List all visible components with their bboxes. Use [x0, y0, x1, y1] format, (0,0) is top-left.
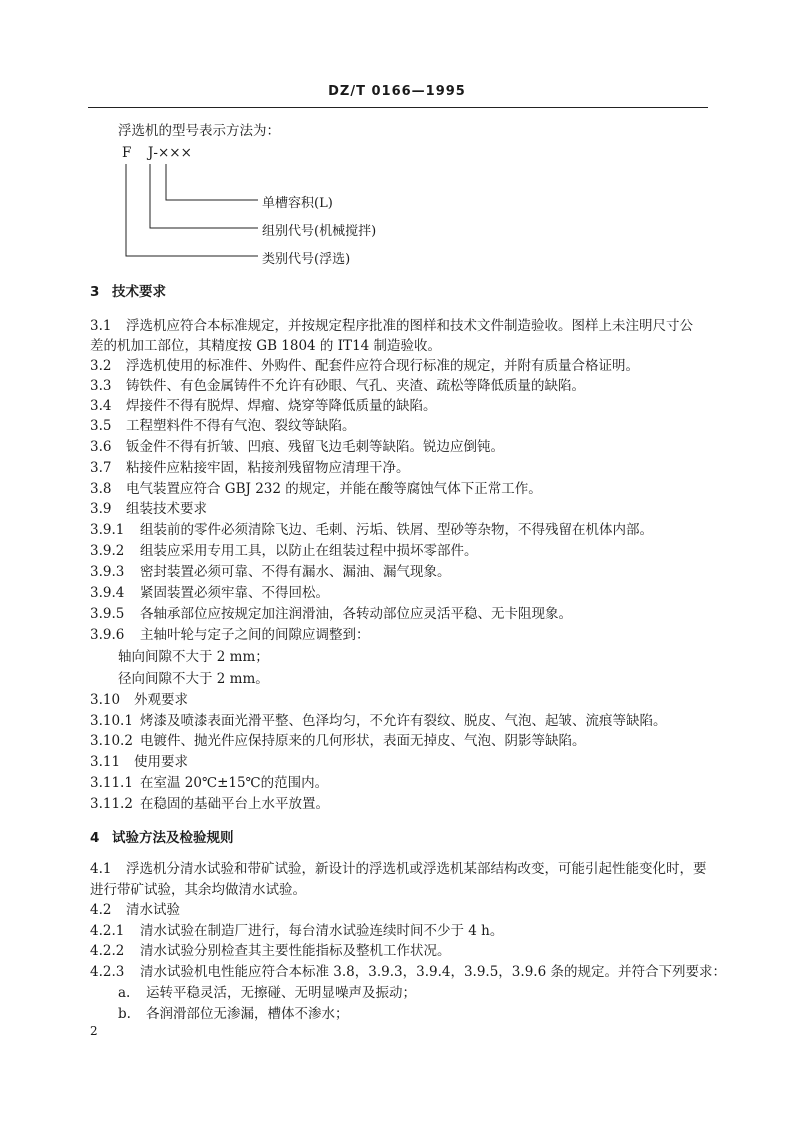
clause-text: 主轴叶轮与定子之间的间隙应调整到： [140, 627, 370, 643]
clause-number: 3.9.2 [90, 543, 125, 559]
clause-number: 3.8 [90, 481, 112, 497]
section-heading [90, 282, 166, 302]
clause-line [90, 583, 329, 603]
clause-text: 径向间隙不大于 2 mm。 [118, 671, 269, 687]
clause-number: 4.1 [90, 861, 112, 877]
clause-text: 铸铁件、有色金属铸件不允许有砂眼、气孔、夹渣、疏松等降低质量的缺陷。 [126, 378, 585, 394]
clause-number: 3.9.3 [90, 564, 125, 580]
clause-text: 清水试验在制造厂进行，每台清水试验连续时间不少于 4 h。 [140, 923, 504, 939]
clause-number: 3.2 [90, 358, 112, 374]
clause-line [90, 499, 207, 519]
clause-text: 外观要求 [134, 692, 188, 708]
clause-text: 组装技术要求 [126, 501, 207, 517]
clause-number: 3.10 [90, 692, 121, 708]
header-rule [88, 107, 708, 108]
clause-text: 钣金件不得有折皱、凹痕、残留飞边毛刺等缺陷。锐边应倒钝。 [126, 439, 504, 455]
clause-text: 浮选机使用的标准件、外购件、配套件应符合现行标准的规定，并附有质量合格证明。 [126, 358, 639, 374]
clause-line [90, 562, 451, 582]
clause-number: 3 [90, 284, 100, 300]
clause-text: 组装应采用专用工具，以防止在组装过程中损坏零部件。 [140, 543, 478, 559]
clause-text: 焊接件不得有脱焊、焊瘤、烧穿等降低质量的缺陷。 [126, 398, 437, 414]
clause-text: 进行带矿试验，其余均做清水试验。 [90, 882, 306, 898]
clause-number: 3.10.2 [90, 733, 133, 749]
clause-text: 各轴承部位应按规定加注润滑油，各转动部位应灵活平稳、无卡阻现象。 [140, 606, 572, 622]
clause-line [90, 900, 180, 920]
clause-text: 技术要求 [112, 284, 166, 300]
clause-number: 3.11.2 [90, 796, 133, 812]
clause-number: 3.9 [90, 501, 112, 517]
clause-text: 组装前的零件必须清除飞边、毛刺、污垢、铁屑、型砂等杂物，不得残留在机体内部。 [140, 522, 653, 538]
model-intro: 浮选机的型号表示方法为： [118, 123, 280, 139]
clause-text: 清水试验机电性能应符合本标准 3.8，3.9.3，3.9.4，3.9.5，3.9.6 条的规定。并符合下列要求： [140, 964, 726, 980]
clause-number: 3.6 [90, 439, 112, 455]
label-capacity: 单槽容积(L) [262, 196, 333, 211]
clause-line [90, 437, 504, 457]
clause-text: 电镀件、抛光件应保持原来的几何形状，表面无掉皮、气泡、阴影等缺陷。 [140, 733, 586, 749]
clause-line [90, 773, 328, 793]
bracket-category [126, 164, 258, 256]
clause-number: 4 [90, 830, 100, 846]
model-bracket-diagram [110, 160, 270, 260]
clause-line [90, 625, 370, 645]
clause-text: 运转平稳灵活，无擦碰、无明显噪声及振动； [146, 985, 416, 1001]
clause-text: 粘接件应粘接牢固，粘接剂残留物应清理干净。 [126, 460, 410, 476]
clause-line [90, 921, 503, 941]
clause-line [90, 711, 667, 731]
clause-line [90, 336, 441, 356]
clause-text: 在稳固的基础平台上水平放置。 [140, 796, 329, 812]
label-category: 类别代号(浮选) [262, 252, 351, 267]
clause-line [90, 376, 585, 396]
clause-line [90, 396, 437, 416]
clause-line [90, 416, 356, 436]
clause-line [90, 690, 188, 710]
clause-text: 使用要求 [134, 754, 188, 770]
page-number: 2 [90, 1024, 98, 1038]
clause-line [118, 1004, 349, 1024]
model-code-f: F [122, 145, 132, 161]
clause-text: 浮选机分清水试验和带矿试验，新设计的浮选机或浮选机某部结构改变，可能引起性能变化时，要 [126, 861, 707, 877]
clause-line [90, 962, 726, 982]
clause-number: a. [118, 985, 131, 1001]
clause-number: b. [118, 1006, 131, 1022]
clause-text: 清水试验 [126, 902, 180, 918]
clause-text: 差的机加工部位，其精度按 GB 1804 的 IT14 制造验收。 [90, 338, 442, 354]
clause-text: 浮选机应符合本标准规定，并按规定程序批准的图样和技术文件制造验收。图样上未注明尺寸公 [126, 318, 693, 334]
model-code-rest: J-××× [148, 145, 192, 161]
clause-line [90, 859, 707, 879]
clause-line [118, 983, 416, 1003]
clause-number: 3.10.1 [90, 713, 133, 729]
clause-number: 3.9.6 [90, 627, 125, 643]
clause-line [90, 541, 478, 561]
clause-number: 3.1 [90, 318, 112, 334]
section-heading [90, 828, 234, 848]
clause-line [90, 316, 693, 336]
clause-line [90, 941, 451, 961]
clause-text: 紧固装置必须牢靠、不得回松。 [140, 585, 329, 601]
clause-number: 3.9.4 [90, 585, 125, 601]
clause-line [90, 752, 188, 772]
clause-number: 3.9.1 [90, 522, 125, 538]
clause-text: 电气装置应符合 GBJ 232 的规定，并能在酸等腐蚀气体下正常工作。 [126, 481, 542, 497]
clause-line [90, 479, 542, 499]
clause-line [90, 458, 410, 478]
clause-number: 4.2.1 [90, 923, 125, 939]
clause-line [90, 794, 329, 814]
clause-text: 烤漆及喷漆表面光滑平整、色泽均匀，不允许有裂纹、脱皮、气泡、起皱、流痕等缺陷。 [140, 713, 667, 729]
label-group: 组别代号(机械搅拌) [262, 224, 377, 239]
clause-number: 3.4 [90, 398, 112, 414]
clause-line [90, 880, 306, 900]
clause-line [90, 731, 586, 751]
clause-text: 清水试验分别检查其主要性能指标及整机工作状况。 [140, 943, 451, 959]
clause-number: 3.3 [90, 378, 112, 394]
clause-text: 轴向间隙不大于 2 mm； [118, 649, 269, 665]
clause-number: 3.9.5 [90, 606, 125, 622]
doc-header-code: DZ/T 0166—1995 [328, 84, 466, 99]
bracket-capacity [166, 164, 258, 200]
clause-number: 3.11 [90, 754, 121, 770]
clause-number: 4.2 [90, 902, 112, 918]
clause-number: 3.11.1 [90, 775, 133, 791]
clause-line [118, 669, 269, 689]
clause-line [90, 604, 572, 624]
clause-line [118, 647, 269, 667]
clause-text: 工程塑料件不得有气泡、裂纹等缺陷。 [126, 418, 356, 434]
clause-number: 4.2.2 [90, 943, 125, 959]
clause-text: 在室温 20℃±15℃的范围内。 [140, 775, 329, 791]
clause-number: 3.7 [90, 460, 112, 476]
clause-text: 密封装置必须可靠、不得有漏水、漏油、漏气现象。 [140, 564, 451, 580]
clause-line [90, 520, 653, 540]
clause-number: 3.5 [90, 418, 112, 434]
clause-text: 各润滑部位无渗漏，槽体不渗水； [146, 1006, 349, 1022]
clause-line [90, 356, 639, 376]
clause-number: 4.2.3 [90, 964, 125, 980]
clause-text: 试验方法及检验规则 [112, 830, 234, 846]
